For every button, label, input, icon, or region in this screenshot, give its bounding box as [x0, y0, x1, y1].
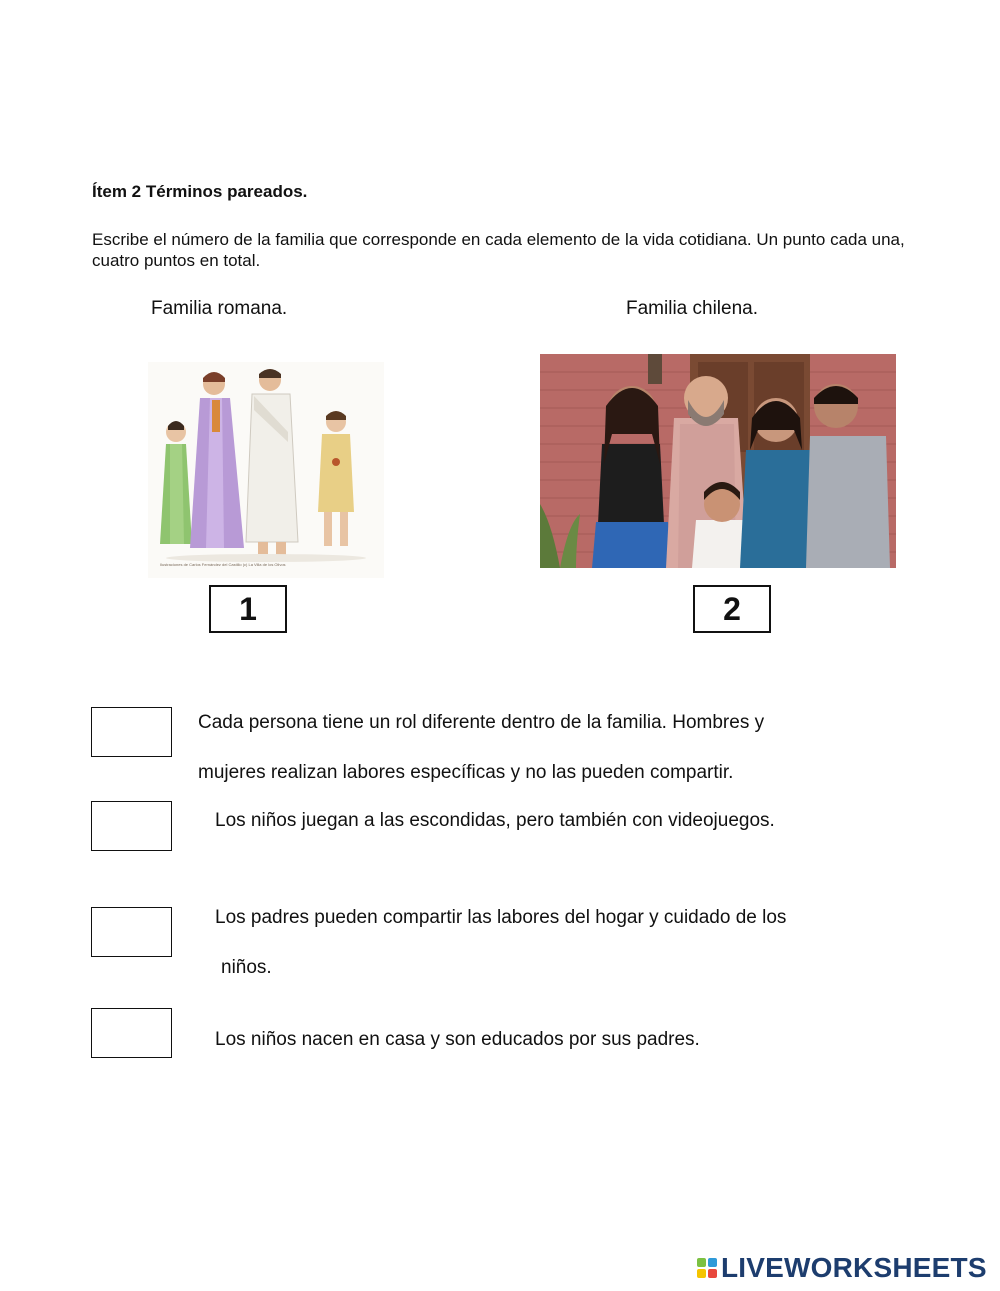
roman-family-image: [148, 362, 384, 578]
answer-box-3[interactable]: [91, 907, 172, 957]
answer-box-4[interactable]: [91, 1008, 172, 1058]
item-title: Ítem 2 Términos pareados.: [92, 182, 308, 201]
image-credit: Ilustraciones de Carlos Fernández del Castillo (c) La Villa de los Olivos: [160, 562, 286, 567]
statement-4: Los niños nacen en casa y son educados por sus padres.: [215, 1029, 700, 1050]
statement-2: Los niños juegan a las escondidas, pero también con videojuegos.: [215, 810, 775, 831]
answer-box-2[interactable]: [91, 801, 172, 851]
logo-blocks-icon: [697, 1258, 717, 1278]
liveworksheets-logo: [697, 1252, 987, 1284]
chilean-family-label: Familia chilena.: [626, 298, 758, 319]
statement-1-line-2: mujeres realizan labores específicas y no las pueden compartir.: [198, 762, 734, 783]
family-number-1: 1: [209, 585, 287, 633]
statement-1-line-1: Cada persona tiene un rol diferente dentro de la familia. Hombres y: [198, 712, 765, 733]
brand-name: LIVEWORKSHEETS: [721, 1252, 987, 1283]
family-number-2: 2: [693, 585, 771, 633]
instructions: Escribe el número de la familia que corresponde en cada elemento de la vida cotidiana. Un punto cada una, cuatro puntos en total.: [92, 230, 905, 270]
answer-box-1[interactable]: [91, 707, 172, 757]
chilean-family-image: [540, 354, 896, 568]
statement-3-line-1: Los padres pueden compartir las labores del hogar y cuidado de los: [215, 907, 787, 928]
roman-family-label: Familia romana.: [151, 298, 288, 319]
statement-3-line-2: niños.: [221, 957, 272, 978]
